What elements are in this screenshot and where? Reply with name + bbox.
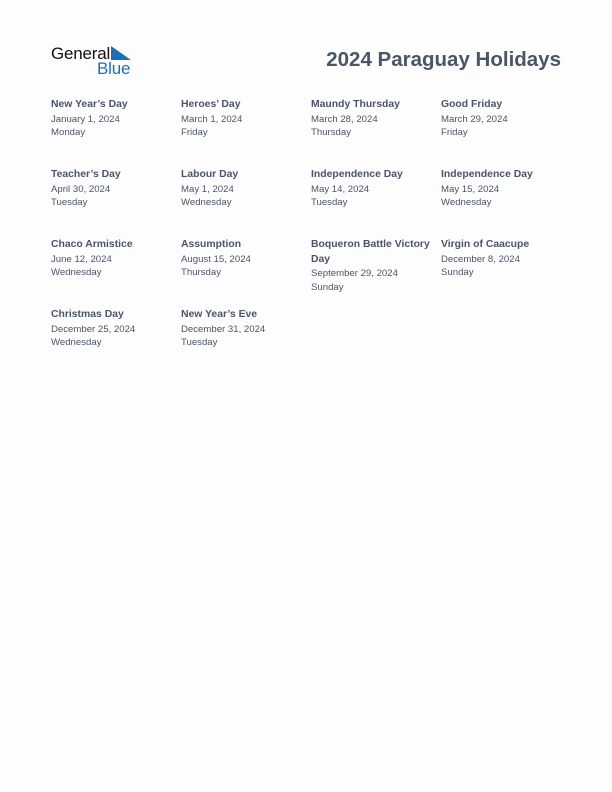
holiday-weekday: Friday: [441, 127, 468, 139]
logo-word-general: General: [51, 44, 111, 63]
holiday-entry: [311, 238, 435, 294]
logo-triangle-icon: [111, 46, 131, 60]
holiday-entry: [441, 168, 565, 210]
holiday-weekday: Tuesday: [181, 337, 218, 349]
holiday-weekday: Wednesday: [51, 267, 102, 279]
logo-word-blue: Blue: [97, 59, 131, 78]
holiday-entry: [51, 238, 175, 280]
holiday-name: Heroes’ Day: [181, 99, 241, 110]
holiday-weekday: Tuesday: [311, 197, 348, 209]
holiday-date: December 31, 2024: [181, 323, 266, 335]
holiday-name: Good Friday: [441, 99, 503, 110]
holiday-weekday: Wednesday: [181, 197, 232, 209]
holiday-name: Teacher’s Day: [51, 169, 121, 180]
holiday-entry: [441, 238, 565, 280]
holiday-name: Independence Day: [441, 169, 533, 180]
holiday-weekday: Wednesday: [51, 337, 102, 349]
holiday-date: August 15, 2024: [181, 253, 251, 265]
holiday-name: New Year’s Eve: [181, 309, 258, 320]
holiday-name: Independence Day: [311, 169, 403, 180]
holiday-name: Boqueron Battle Victory Day: [311, 239, 430, 265]
holiday-date: December 25, 2024: [51, 323, 136, 335]
holiday-entry: [181, 238, 305, 280]
holiday-weekday: Wednesday: [441, 197, 492, 209]
holiday-date: June 12, 2024: [51, 253, 112, 265]
holiday-name: Virgin of Caacupe: [441, 239, 530, 250]
holiday-date: March 1, 2024: [181, 113, 243, 125]
holiday-date: April 30, 2024: [51, 183, 111, 195]
holiday-date: May 15, 2024: [441, 183, 500, 195]
holiday-date: May 1, 2024: [181, 183, 234, 195]
holiday-entry: [51, 308, 175, 350]
holiday-name: Maundy Thursday: [311, 99, 400, 110]
holiday-date: September 29, 2024: [311, 268, 398, 279]
holiday-date: March 29, 2024: [441, 113, 508, 125]
holiday-name: Labour Day: [181, 169, 239, 180]
page-title: 2024 Paraguay Holidays: [326, 48, 561, 71]
holiday-weekday: Monday: [51, 127, 86, 139]
holiday-weekday: Sunday: [311, 281, 344, 293]
holiday-entry: [51, 98, 175, 140]
holiday-entry: [441, 98, 565, 140]
holiday-weekday: Friday: [181, 127, 208, 139]
holiday-date: January 1, 2024: [51, 113, 120, 125]
holiday-entry: [311, 168, 435, 210]
holiday-entry: [181, 98, 305, 140]
holiday-name: Christmas Day: [51, 309, 124, 320]
holiday-name: New Year’s Day: [51, 99, 128, 110]
holiday-date: December 8, 2024: [441, 253, 520, 265]
holiday-date: May 14, 2024: [311, 183, 370, 195]
holiday-date: March 28, 2024: [311, 113, 378, 125]
holiday-entry: [51, 168, 175, 210]
holiday-weekday: Sunday: [441, 267, 474, 279]
holiday-entry: [311, 98, 435, 140]
holiday-entry: [181, 308, 305, 350]
holiday-entry: [181, 168, 305, 210]
holiday-name: Assumption: [181, 239, 242, 250]
holiday-weekday: Tuesday: [51, 197, 88, 209]
holiday-weekday: Thursday: [181, 267, 221, 279]
holiday-name: Chaco Armistice: [51, 239, 133, 250]
generalblue-logo: [51, 44, 141, 78]
holiday-weekday: Thursday: [311, 127, 351, 139]
